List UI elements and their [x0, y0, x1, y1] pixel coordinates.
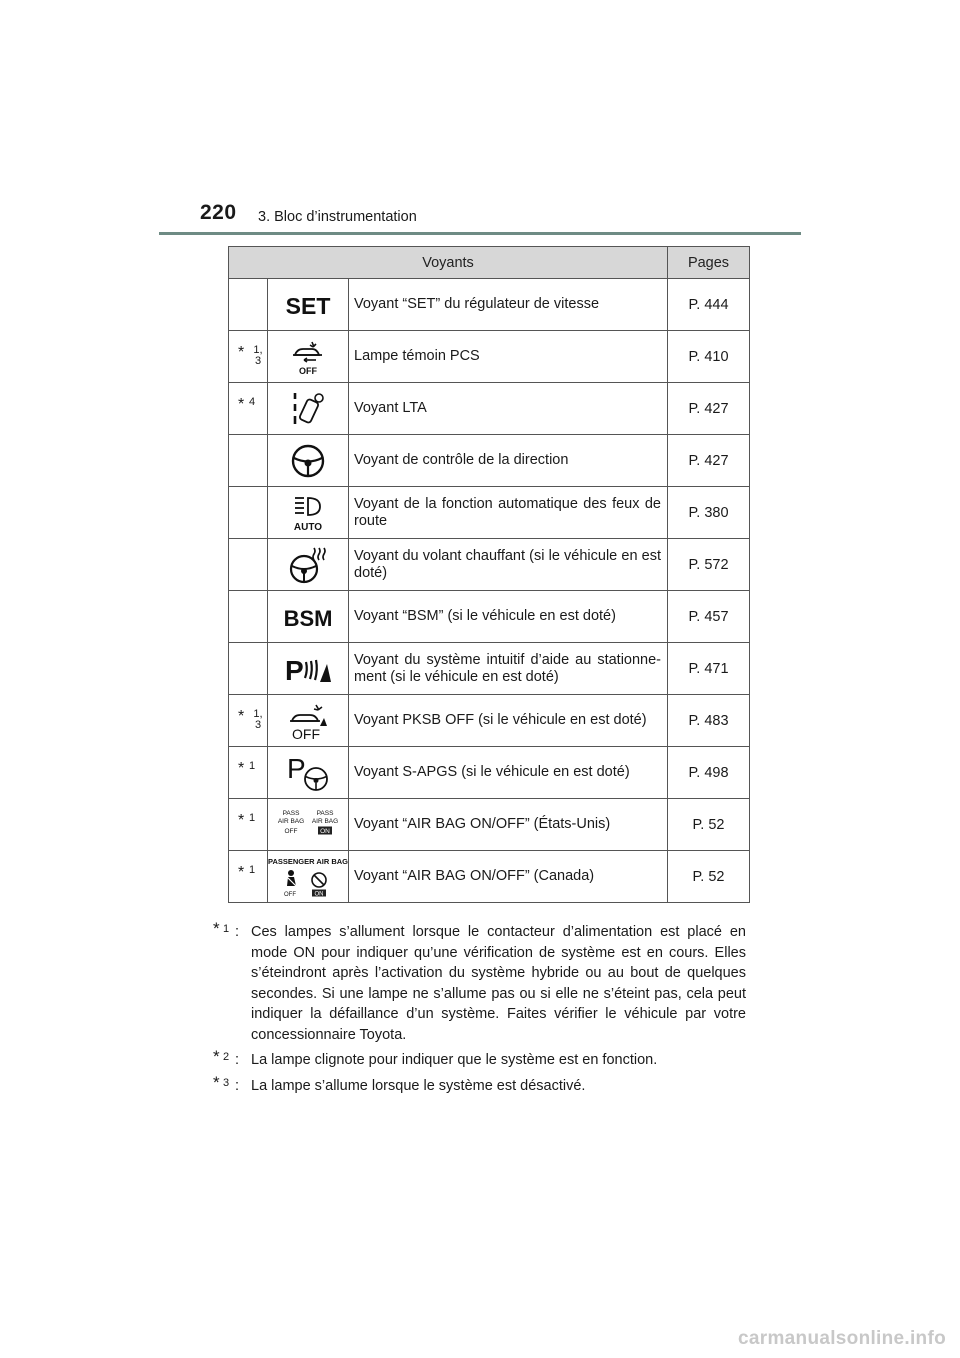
footnote	[213, 1072, 746, 1097]
note-star: *	[238, 396, 245, 413]
footnote-colon: :	[235, 1052, 240, 1068]
light-description: Voyant PKSB OFF (si le véhicule en est doté)	[349, 695, 668, 747]
page-reference: P. 444	[668, 279, 750, 331]
note-star: *	[238, 344, 245, 361]
header-rule	[159, 232, 801, 235]
note-star: *	[238, 708, 245, 725]
note-ref: 4	[249, 396, 256, 408]
note-ref: 1, 3	[253, 344, 263, 367]
footnote-text: La lampe clignote pour indiquer que le système est en fonction.	[251, 1052, 658, 1068]
page-reference: P. 380	[668, 487, 750, 539]
note-ref: 1	[249, 864, 256, 876]
light-description: Voyant du volant chauffant (si le véhicule en est doté)	[349, 539, 668, 591]
page-reference: P. 427	[668, 435, 750, 487]
pcs-off-icon	[268, 331, 349, 383]
s-apgs-p-text: P	[287, 752, 306, 784]
footnote-star: *	[213, 919, 220, 938]
parking-p-text: P	[285, 654, 304, 686]
light-description: Voyant LTA	[349, 383, 668, 435]
light-description: Lampe témoin PCS	[349, 331, 668, 383]
table-row	[229, 487, 750, 539]
pksb-off-icon	[268, 695, 349, 747]
note-marker-cell	[229, 435, 268, 487]
page-reference: P. 410	[668, 331, 750, 383]
note-marker-cell	[229, 331, 268, 383]
table-row	[229, 695, 750, 747]
note-marker-cell	[229, 643, 268, 695]
parking-assist-icon	[268, 643, 349, 695]
airbag-on-text: ON	[320, 827, 330, 835]
footnote-ref: 3	[223, 1076, 230, 1089]
airbag-canada-icon	[268, 851, 349, 903]
pksb-off-text: OFF	[292, 725, 320, 742]
note-star: *	[238, 812, 245, 829]
passenger-airbag-text: PASSENGER AIR BAG	[267, 856, 349, 866]
column-header-voyants: Voyants	[229, 247, 668, 279]
page-reference: P. 52	[668, 851, 750, 903]
table-row	[229, 383, 750, 435]
light-description: Voyant S-APGS (si le véhicule en est doté)	[349, 747, 668, 799]
note-marker-cell	[229, 695, 268, 747]
airbag-pass-text-1: PASS	[282, 809, 300, 817]
page-reference: P. 483	[668, 695, 750, 747]
light-description: Voyant de contrôle de la direction	[349, 435, 668, 487]
table-row	[229, 643, 750, 695]
note-star: *	[238, 760, 245, 777]
page-reference: P. 52	[668, 799, 750, 851]
s-apgs-icon	[268, 747, 349, 799]
page-reference: P. 471	[668, 643, 750, 695]
note-ref: 1, 3	[253, 708, 263, 731]
footnote-star: *	[213, 1047, 220, 1066]
set-icon	[268, 279, 349, 331]
auto-high-beam-icon	[268, 487, 349, 539]
bsm-icon	[268, 591, 349, 643]
airbag-label-text-2: AIR BAG	[311, 817, 339, 825]
auto-text: AUTO	[293, 521, 323, 533]
airbag-canada-on-text: ON	[314, 891, 324, 897]
column-header-pages: Pages	[668, 247, 750, 279]
table-header-row	[229, 247, 750, 279]
watermark: carmanualsonline.info	[738, 1328, 946, 1349]
pcs-off-text: OFF	[299, 365, 317, 376]
table-row	[229, 591, 750, 643]
airbag-us-icon	[268, 799, 349, 851]
section-title: 3. Bloc d’instrumentation	[258, 209, 417, 225]
page-number: 220	[200, 201, 237, 224]
footnote	[213, 919, 746, 1045]
note-star: *	[238, 864, 245, 881]
set-icon-text: SET	[285, 292, 331, 319]
note-ref: 1	[249, 812, 256, 824]
bsm-icon-text: BSM	[283, 605, 333, 631]
footnote-star: *	[213, 1072, 220, 1092]
airbag-pass-text-2: PASS	[316, 809, 334, 817]
footnote-text: Ces lampes s’allument lorsque le contacteur d’alimentation est placé en mode ON pour indiquer qu’une vérification de système est en cours. Elles s’éteindront après l’activation du système hybride ou au bout de quelques secondes. Si une lampe ne s’allume pas ou si elle ne s’éteint pas, cela peut indiquer la défaillance d’un système. Faites vérifier le véhicule par votre concessionnaire Toyota.	[251, 924, 746, 1043]
page-reference: P. 498	[668, 747, 750, 799]
footnotes	[213, 919, 746, 1101]
note-marker-cell	[229, 487, 268, 539]
page-reference: P. 572	[668, 539, 750, 591]
airbag-label-text-1: AIR BAG	[277, 817, 305, 825]
light-description: Voyant “AIR BAG ON/OFF” (Canada)	[349, 851, 668, 903]
table-row	[229, 799, 750, 851]
note-marker-cell	[229, 747, 268, 799]
footnote	[213, 1047, 746, 1071]
table-row	[229, 747, 750, 799]
heated-steering-icon	[268, 539, 349, 591]
footnote-ref: 1	[223, 923, 230, 935]
footnote-colon: :	[235, 924, 240, 940]
footnote-colon: :	[235, 1077, 240, 1094]
light-description: Voyant “SET” du régulateur de vitesse	[349, 279, 668, 331]
lta-icon	[268, 383, 349, 435]
note-marker-cell	[229, 851, 268, 903]
table-row	[229, 435, 750, 487]
light-description: Voyant de la fonction automatique des feux de route	[349, 487, 668, 539]
warning-lights-table	[228, 246, 750, 903]
note-marker-cell	[229, 539, 268, 591]
note-marker-cell	[229, 799, 268, 851]
page-reference: P. 457	[668, 591, 750, 643]
steering-wheel-icon	[268, 435, 349, 487]
note-marker-cell	[229, 279, 268, 331]
light-description: Voyant “AIR BAG ON/OFF” (États-Unis)	[349, 799, 668, 851]
table-row	[229, 539, 750, 591]
note-ref: 1	[249, 760, 256, 772]
table-row	[229, 279, 750, 331]
page-reference: P. 427	[668, 383, 750, 435]
table-row	[229, 331, 750, 383]
footnote-ref: 2	[223, 1051, 230, 1063]
note-marker-cell	[229, 591, 268, 643]
light-description: Voyant du système intuitif d’aide au stationne-ment (si le véhicule en est doté)	[349, 643, 668, 695]
airbag-off-text: OFF	[284, 827, 298, 835]
airbag-canada-off-text: OFF	[284, 891, 296, 898]
note-marker-cell	[229, 383, 268, 435]
light-description: Voyant “BSM” (si le véhicule en est doté)	[349, 591, 668, 643]
table-row	[229, 851, 750, 903]
footnote-text: La lampe s’allume lorsque le système est désactivé.	[251, 1077, 586, 1094]
